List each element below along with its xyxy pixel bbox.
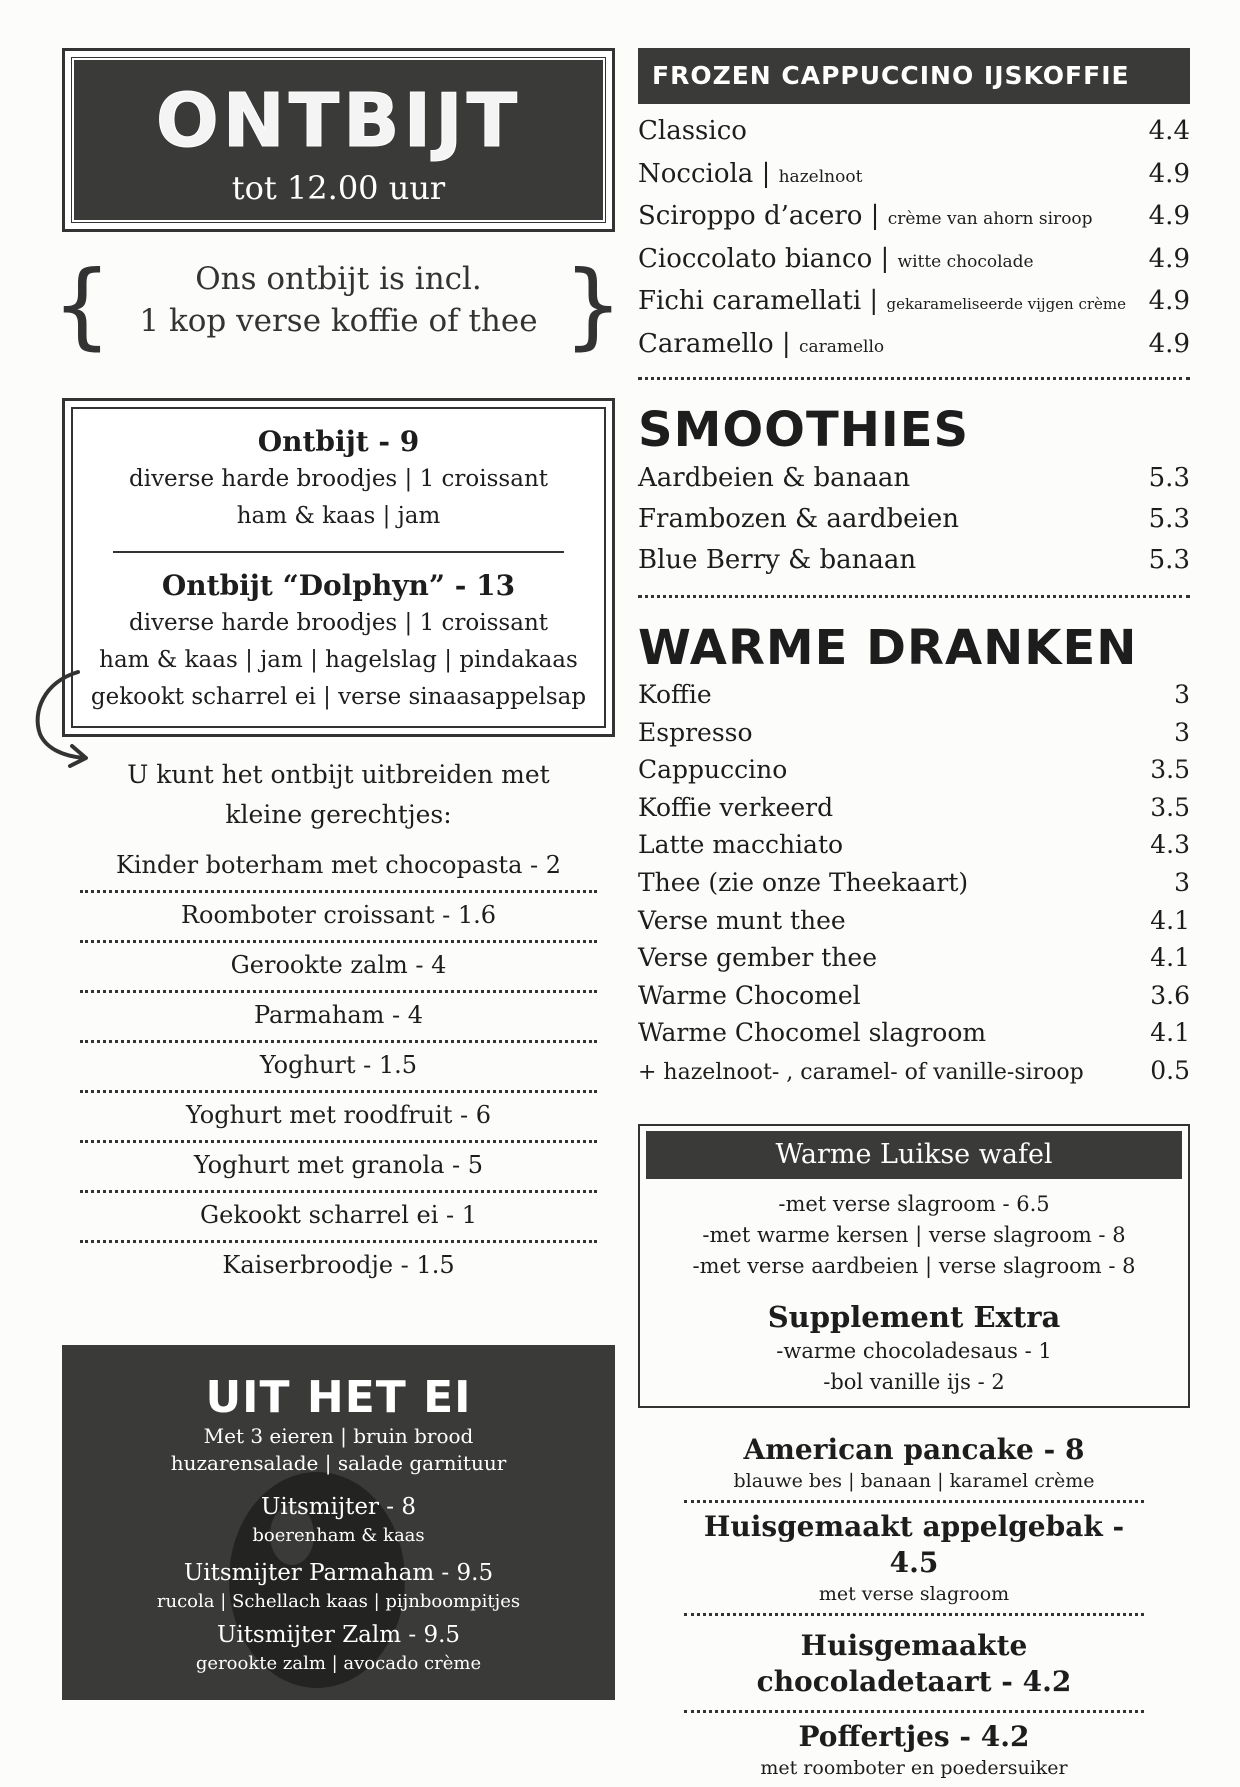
item-name: Verse munt thee: [638, 905, 846, 935]
ontbijt-header-inner: [72, 58, 605, 222]
item-name: Aardbeien & banaan: [638, 463, 911, 493]
ontbijt-1-line: ham & kaas | jam: [236, 503, 441, 529]
ontbijt-1-title: Ontbijt - 9: [257, 425, 420, 458]
table-row: [638, 325, 1190, 368]
uit-het-ei-sub: Met 3 eieren | bruin brood: [203, 1424, 474, 1448]
item-desc: witte chocolade: [897, 251, 1034, 272]
table-row: [638, 1014, 1190, 1052]
item-name-wrap: [638, 155, 862, 198]
extend-intro-line: kleine gerechtjes:: [225, 800, 452, 829]
divider: [113, 551, 564, 553]
item-name: Latte macchiato: [638, 830, 844, 860]
ontbijt-title: ONTBIJT: [155, 78, 522, 164]
table-row: [638, 499, 1190, 540]
table-row: [638, 540, 1190, 581]
item-name: Warme Chocomel: [638, 980, 861, 1010]
item-name: Frambozen & aardbeien: [638, 504, 959, 534]
list-item: [684, 1616, 1144, 1713]
item-price: 4.9: [1148, 286, 1190, 316]
item-name: Verse gember thee: [638, 943, 878, 973]
table-row: [638, 458, 1190, 499]
item-name: Koffie: [638, 680, 712, 709]
table-row: [638, 789, 1190, 827]
table-row: [638, 282, 1190, 325]
incl-note: [52, 251, 623, 360]
warme-dranken-section: [638, 598, 1190, 1092]
item-price: 4.9: [1148, 328, 1190, 359]
wafel-line: -met warme kersen | verse slagroom - 8: [702, 1222, 1126, 1247]
item-price: 3.6: [1150, 980, 1190, 1010]
ontbijt-subtitle: tot 12.00 uur: [231, 169, 446, 207]
ontbijt-options-inner: [71, 407, 606, 728]
item-desc: gekarameliseerde vijgen crème: [886, 295, 1127, 313]
ontbijt-2-title: Ontbijt “Dolphyn” - 13: [161, 569, 516, 602]
item-price: 5.3: [1148, 545, 1190, 575]
item-price: 5.3: [1148, 463, 1190, 493]
item-price: 4.1: [1150, 905, 1190, 935]
item-price: 3.5: [1150, 755, 1190, 785]
uit-het-ei-sub: huzarensalade | salade garnituur: [170, 1451, 507, 1475]
left-column: [52, 48, 623, 1674]
item-name: Cioccolato bianco |: [638, 243, 898, 274]
item-price: 3.5: [1150, 792, 1190, 822]
table-row: [638, 751, 1190, 789]
dessert-title: Huisgemaakt appelgebak - 4.5: [703, 1509, 1125, 1579]
item-price: 4.9: [1148, 201, 1190, 231]
dessert-title: Huisgemaakte chocoladetaart - 4.2: [756, 1628, 1072, 1698]
ontbijt-header: [62, 48, 615, 232]
item-desc: caramello: [798, 336, 885, 357]
list-item: Roomboter croissant - 1.6: [80, 893, 597, 943]
table-row: [638, 240, 1190, 283]
ei-item-desc: gerookte zalm | avocado crème: [195, 1653, 482, 1674]
list-item: Gerookte zalm - 4: [80, 943, 597, 993]
table-row: [638, 939, 1190, 977]
item-name: + hazelnoot- , caramel- of vanille-siroop: [638, 1059, 1084, 1085]
smoothies-section: [638, 380, 1190, 598]
ontbijt-2-line: ham & kaas | jam | hagelslag | pindakaas: [99, 647, 578, 673]
item-name-wrap: [638, 197, 1093, 240]
uit-het-ei-content: [62, 1345, 615, 1677]
item-price: 3: [1174, 680, 1190, 709]
ontbijt-options-box: [62, 398, 615, 737]
item-name: Nocciola |: [638, 158, 779, 189]
item-name: Blue Berry & banaan: [638, 545, 917, 575]
frozen-header: FROZEN CAPPUCCINO IJSKOFFIE: [638, 48, 1190, 104]
table-row: [638, 977, 1190, 1015]
item-desc: hazelnoot: [778, 166, 863, 187]
wafel-title: Warme Luikse wafel: [646, 1131, 1182, 1179]
item-name: Koffie verkeerd: [638, 792, 834, 822]
dessert-title: American pancake - 8: [743, 1432, 1085, 1466]
dessert-sub: blauwe bes | banaan | karamel crème: [733, 1469, 1095, 1492]
right-brace-icon: }: [563, 251, 623, 360]
item-price: 0.5: [1150, 1055, 1190, 1085]
item-name: Fichi caramellati |: [638, 286, 887, 316]
list-item: Yoghurt met roodfruit - 6: [80, 1093, 597, 1143]
list-item: Kaiserbroodje - 1.5: [222, 1251, 455, 1279]
item-price: 3: [1174, 717, 1190, 747]
table-row: [638, 714, 1190, 752]
table-row: [638, 1052, 1190, 1092]
small-items-list: [62, 843, 615, 1290]
item-name-wrap: [638, 325, 884, 368]
list-item: Yoghurt - 1.5: [80, 1043, 597, 1093]
list-item: Yoghurt met granola - 5: [80, 1143, 597, 1193]
table-row: [638, 902, 1190, 940]
item-price: 5.3: [1148, 504, 1190, 534]
ontbijt-1-line: diverse harde broodjes | 1 croissant: [128, 466, 549, 492]
item-name: Espresso: [638, 717, 753, 747]
table-row: [638, 864, 1190, 902]
list-item: Parmaham - 4: [80, 993, 597, 1043]
curved-arrow-icon: [26, 668, 98, 768]
item-name: Classico: [638, 116, 747, 146]
table-row: [638, 197, 1190, 240]
wafel-line: -met verse aardbeien | verse slagroom - 8: [692, 1253, 1136, 1278]
supplement-title: Supplement Extra: [767, 1299, 1061, 1334]
item-desc: crème van ahorn siroop: [887, 209, 1093, 229]
left-brace-icon: {: [52, 251, 112, 360]
table-row: [638, 826, 1190, 864]
list-item: [684, 1503, 1144, 1616]
item-name-wrap: [638, 112, 747, 155]
right-column: [638, 48, 1190, 1787]
table-row: [638, 112, 1190, 155]
dessert-sub: met verse slagroom: [818, 1582, 1010, 1605]
list-item: Kinder boterham met chocopasta - 2: [80, 843, 597, 893]
uit-het-ei-title: UIT HET EI: [205, 1372, 472, 1423]
item-price: 4.3: [1150, 830, 1190, 860]
wafel-box: [638, 1124, 1190, 1408]
ei-item-name: Uitsmijter Parmaham - 9.5: [183, 1560, 494, 1586]
incl-note-line: Ons ontbijt is incl.: [195, 261, 482, 297]
item-name-wrap: [638, 240, 1034, 283]
item-name: Sciroppo d’acero |: [638, 201, 888, 231]
ei-item-name: Uitsmijter Zalm - 9.5: [216, 1622, 461, 1648]
wafel-line: -met verse slagroom - 6.5: [778, 1191, 1050, 1216]
item-name: Caramello |: [638, 328, 799, 359]
list-item: [684, 1426, 1144, 1503]
list-item: Gekookt scharrel ei - 1: [80, 1193, 597, 1243]
item-price: 4.9: [1148, 243, 1190, 274]
table-row: [638, 676, 1190, 714]
supplement-line: -warme chocoladesaus - 1: [776, 1338, 1052, 1363]
item-name: Warme Chocomel slagroom: [638, 1018, 987, 1048]
extend-intro-line: U kunt het ontbijt uitbreiden met: [127, 760, 550, 789]
warme-dranken-title: WARME DRANKEN: [638, 620, 1138, 676]
item-name-wrap: [638, 282, 1126, 325]
item-price: 4.9: [1148, 158, 1190, 189]
ei-item-name: Uitsmijter - 8: [261, 1494, 416, 1520]
dessert-sub: met roomboter en poedersuiker: [760, 1756, 1068, 1779]
frozen-list: [638, 112, 1190, 380]
item-name: Thee (zie onze Theekaart): [638, 867, 969, 897]
item-name: Cappuccino: [638, 755, 788, 785]
item-price: 4.1: [1150, 1018, 1190, 1048]
dessert-title: Poffertjes - 4.2: [798, 1719, 1030, 1753]
supplement-line: -bol vanille ijs - 2: [823, 1369, 1005, 1394]
item-price: 4.1: [1150, 943, 1190, 973]
ei-item-desc: boerenham & kaas: [252, 1525, 425, 1546]
ei-item-desc: rucola | Schellach kaas | pijnboompitjes: [156, 1591, 521, 1612]
incl-note-line: 1 kop verse koffie of thee: [139, 303, 538, 339]
ontbijt-2-line: diverse harde broodjes | 1 croissant: [128, 610, 549, 636]
smoothies-title: SMOOTHIES: [638, 402, 970, 458]
item-price: 3: [1174, 867, 1190, 897]
ontbijt-2-line: gekookt scharrel ei | verse sinaasappelsap: [90, 684, 587, 710]
dessert-list: [684, 1426, 1144, 1787]
table-row: [638, 155, 1190, 198]
extend-intro: [62, 755, 615, 835]
list-item: [684, 1713, 1144, 1787]
uit-het-ei-box: [62, 1345, 615, 1700]
item-price: 4.4: [1148, 116, 1190, 146]
